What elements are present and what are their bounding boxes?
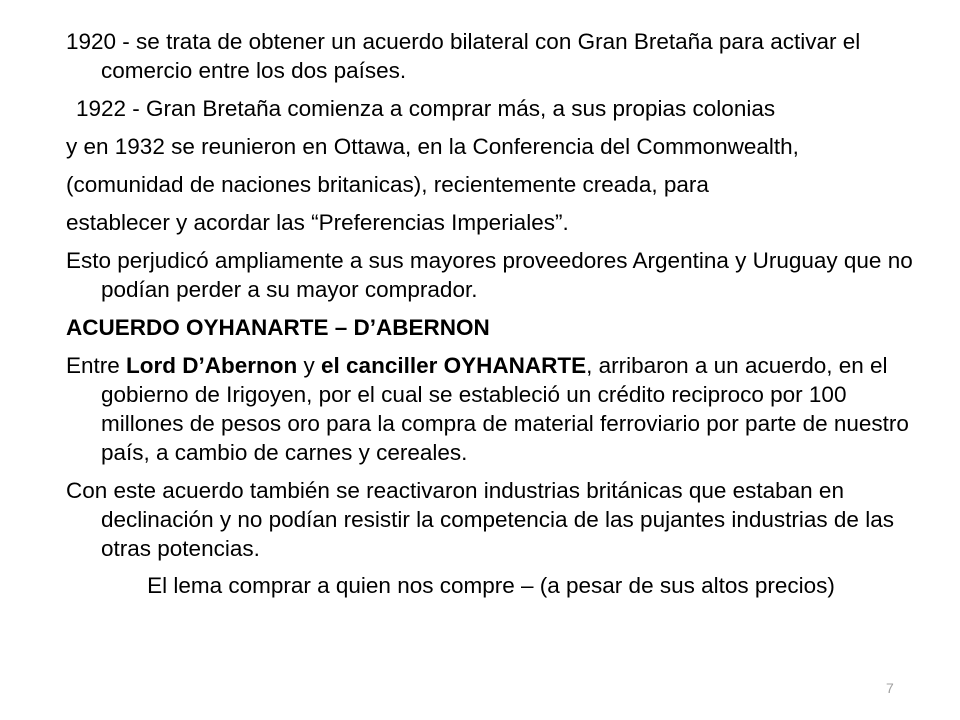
section-heading: [66, 313, 916, 342]
paragraph-1920: 1920 - se trata de obtener un acuerdo bilateral con Gran Bretaña para activar el comercio entre los dos países.: [66, 29, 861, 83]
acuerdo-lord: Lord D’Abernon: [126, 353, 298, 378]
acuerdo-text-c: y: [297, 353, 322, 378]
paragraph-perjudico: Esto perjudicó ampliamente a sus mayores proveedores Argentina y Uruguay que no podían perder a su mayor comprador.: [66, 248, 913, 302]
paragraph-preferencias: establecer y acordar las “Preferencias Imperiales”.: [66, 210, 569, 235]
slide-body: [66, 27, 916, 609]
heading-text: ACUERDO OYHANARTE – D’ABERNON: [66, 315, 490, 340]
page-number: 7: [886, 680, 894, 696]
paragraph-ottawa: y en 1932 se reunieron en Ottawa, en la Conferencia del Commonwealth,: [66, 134, 799, 159]
acuerdo-text-a: Entre: [66, 353, 127, 378]
paragraph-lema: El lema comprar a quien nos compre – (a pesar de sus altos precios): [147, 573, 835, 598]
paragraph-1922: 1922 - Gran Bretaña comienza a comprar más, a sus propias colonias: [76, 96, 776, 121]
acuerdo-canciller: el canciller OYHANARTE: [321, 353, 587, 378]
paragraph-commonwealth: (comunidad de naciones britanicas), recientemente creada, para: [66, 172, 709, 197]
paragraph-industrias: Con este acuerdo también se reactivaron industrias británicas que estaban en declinación y no podían resistir la competencia de las pujantes industrias de las otras potencias.: [66, 478, 894, 561]
acuerdo-text-e: , arribaron a un acuerdo, en el gobierno de Irigoyen, por el cual se estableció un crédito reciproco por 100 millones de pesos oro para la compra de material ferroviario por parte de nuestro país, a cambio de carnes y cereales.: [101, 353, 909, 465]
paragraph-acuerdo: [66, 351, 916, 467]
